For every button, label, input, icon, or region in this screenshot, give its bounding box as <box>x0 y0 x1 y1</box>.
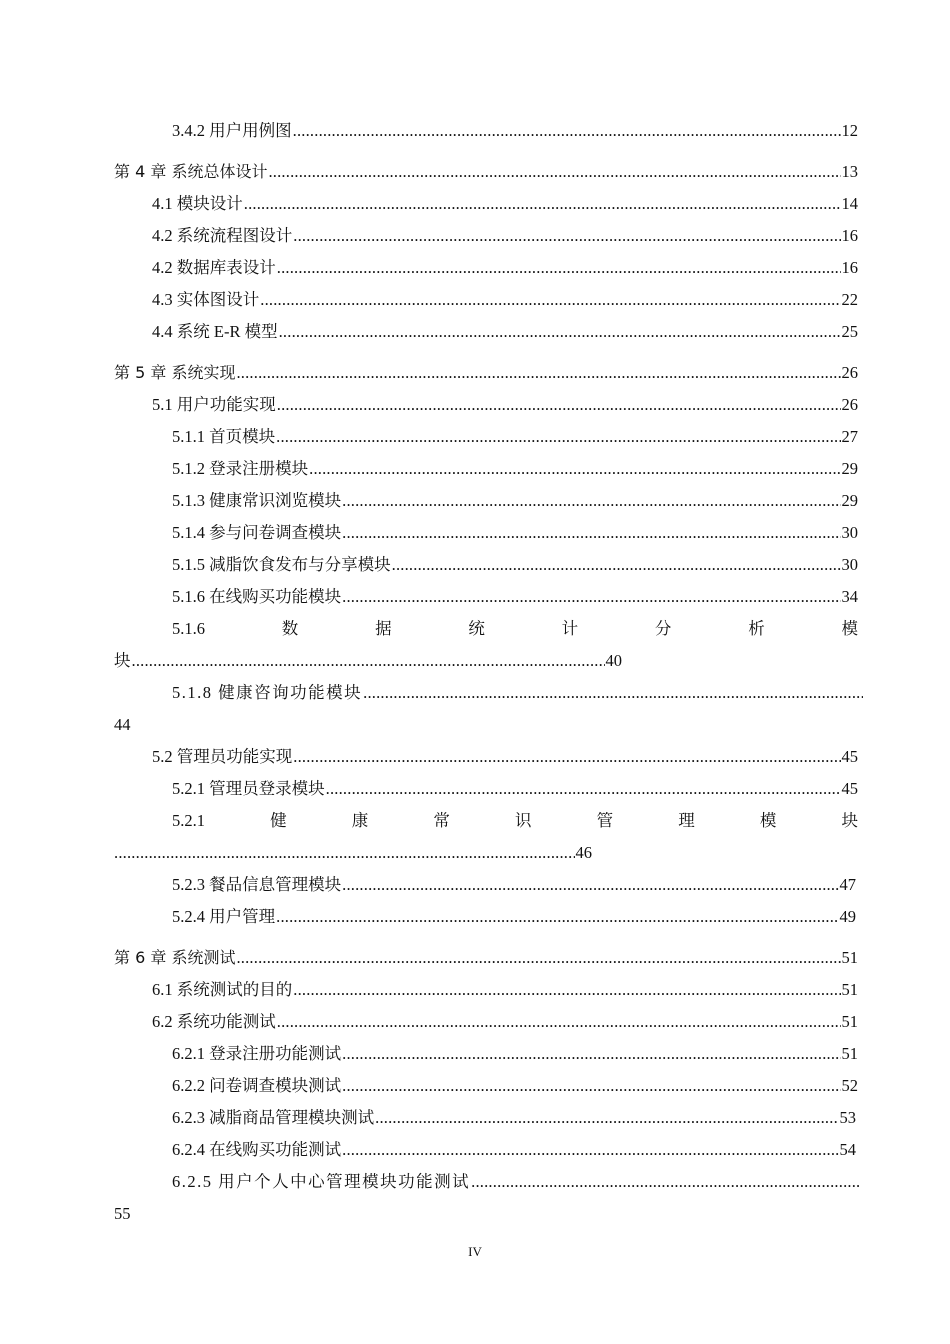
toc-leader <box>260 288 840 312</box>
toc-page-number: 46 <box>575 843 592 862</box>
toc-entry[interactable] <box>172 1042 858 1066</box>
toc-page-number: 16 <box>841 258 858 277</box>
toc-page-number: 22 <box>841 290 858 309</box>
toc-page-number: 30 <box>841 555 858 574</box>
toc-entry[interactable] <box>152 393 858 417</box>
toc-entry[interactable] <box>172 489 858 513</box>
toc-word: 5.2.1 <box>172 811 205 830</box>
toc-entry[interactable] <box>172 777 858 801</box>
toc-page-number: 51 <box>841 1044 858 1063</box>
toc-page-number: 44 <box>114 715 131 734</box>
toc-word: 析 <box>748 619 765 638</box>
toc-page-number: 45 <box>841 779 858 798</box>
toc-entry-label: 5.1 用户功能实现 <box>152 395 276 414</box>
toc-leader <box>471 1170 859 1194</box>
toc-leader <box>279 320 841 344</box>
toc-word: 数 <box>281 619 299 638</box>
toc-page-number: 40 <box>605 651 622 670</box>
toc-entry-label: 5.2.3 餐品信息管理模块 <box>172 875 342 894</box>
toc-entry-label: 5.1.3 健康常识浏览模块 <box>172 491 342 510</box>
toc-word: 模 <box>759 811 777 830</box>
toc-leader <box>363 681 863 705</box>
toc-entry[interactable] <box>172 681 864 705</box>
toc-entry-label: 5.1.8 健康咨询功能模块 <box>172 683 363 702</box>
toc-page-number: 54 <box>839 1140 856 1159</box>
toc-entry[interactable] <box>152 978 858 1002</box>
toc-entry[interactable] <box>172 1138 856 1162</box>
toc-leader <box>342 489 840 513</box>
toc-word: 理 <box>678 811 695 830</box>
toc-leader <box>342 585 840 609</box>
toc-page-number: 53 <box>839 1108 856 1127</box>
toc-chapter-entry[interactable] <box>114 160 858 184</box>
toc-page-number: 14 <box>841 194 858 213</box>
toc-entry-continuation[interactable] <box>114 649 622 673</box>
toc-entry[interactable] <box>172 119 858 143</box>
toc-leader <box>326 777 841 801</box>
toc-word: 模 <box>841 619 858 638</box>
toc-entry-label: 5.1.5 减脂饮食发布与分享模块 <box>172 555 391 574</box>
toc-page-number: 12 <box>841 121 858 140</box>
toc-page-number: 16 <box>841 226 858 245</box>
toc-leader <box>277 1010 841 1034</box>
toc-entry-label: 5.1.6 在线购买功能模块 <box>172 587 342 606</box>
toc-leader <box>236 946 840 970</box>
toc-word: 常 <box>433 811 450 830</box>
toc-entry[interactable] <box>152 320 858 344</box>
page-footer-number: IV <box>468 1244 482 1259</box>
toc-entry-justified[interactable] <box>172 809 858 833</box>
toc-entry[interactable] <box>172 1106 856 1130</box>
toc-entry[interactable] <box>172 1074 858 1098</box>
toc-entry[interactable] <box>172 1170 860 1194</box>
toc-leader <box>276 425 840 449</box>
toc-word: 康 <box>351 811 369 830</box>
toc-leader <box>114 841 575 865</box>
toc-page-number: 51 <box>841 948 858 967</box>
toc-entry-label: 4.3 实体图设计 <box>152 290 260 309</box>
toc-entry-label: 6.2.1 登录注册功能测试 <box>172 1044 342 1063</box>
toc-word: 计 <box>561 619 579 638</box>
toc-entry-label: 4.2 系统流程图设计 <box>152 226 293 245</box>
toc-entry-label: 4.4 系统 E-R 模型 <box>152 322 278 341</box>
toc-page-number: 51 <box>841 980 858 999</box>
toc-entry[interactable] <box>152 192 858 216</box>
toc-entry[interactable] <box>172 425 858 449</box>
toc-leader <box>132 649 605 673</box>
toc-entry-label: 6.2.5 用户个人中心管理模块功能测试 <box>172 1172 471 1191</box>
toc-entry-label: 6.2.2 问卷调查模块测试 <box>172 1076 342 1095</box>
toc-entry[interactable] <box>172 457 858 481</box>
toc-page-number: 52 <box>841 1076 858 1095</box>
toc-entry-label: 5.2.1 管理员登录模块 <box>172 779 325 798</box>
toc-entry[interactable] <box>172 873 856 897</box>
toc-leader <box>309 457 840 481</box>
toc-leader <box>342 1074 840 1098</box>
toc-leader <box>277 393 841 417</box>
toc-word: 健 <box>270 811 287 830</box>
toc-entry-label: 5.1.4 参与问卷调查模块 <box>172 523 342 542</box>
toc-entry-label: 6.1 系统测试的目的 <box>152 980 293 999</box>
toc-entry-label: 第 4 章 系统总体设计 <box>114 162 268 181</box>
toc-entry[interactable] <box>152 256 858 280</box>
toc-leader <box>236 361 840 385</box>
toc-entry-label: 第 5 章 系统实现 <box>114 363 236 382</box>
toc-leader <box>342 1042 840 1066</box>
toc-word: 识 <box>515 811 532 830</box>
toc-page-number: 25 <box>841 322 858 341</box>
toc-leader <box>293 224 840 248</box>
toc-word: 统 <box>468 619 485 638</box>
toc-page-number: 26 <box>841 363 858 382</box>
toc-entry-label: 4.1 模块设计 <box>152 194 243 213</box>
toc-page-number: 27 <box>841 427 858 446</box>
toc-entry-label: 5.1.2 登录注册模块 <box>172 459 309 478</box>
toc-page-number: 26 <box>841 395 858 414</box>
toc-entry[interactable] <box>152 1010 858 1034</box>
toc-leader <box>244 192 841 216</box>
toc-entry-label: 3.4.2 用户用例图 <box>172 121 292 140</box>
toc-chapter-entry[interactable] <box>114 946 858 970</box>
toc-entry-label: 6.2 系统功能测试 <box>152 1012 276 1031</box>
toc-leader <box>342 873 838 897</box>
toc-entry-continuation[interactable] <box>114 841 592 865</box>
toc-leader <box>392 553 841 577</box>
toc-page-number: 30 <box>841 523 858 542</box>
toc-entry[interactable] <box>172 521 858 545</box>
toc-entry[interactable] <box>172 905 856 929</box>
toc-page-number: 51 <box>841 1012 858 1031</box>
toc-entry[interactable] <box>152 288 858 312</box>
toc-entry-label: 5.2.4 用户管理 <box>172 907 276 926</box>
toc-entry[interactable] <box>152 745 858 769</box>
toc-leader <box>293 745 840 769</box>
toc-entry-label: 第 6 章 系统测试 <box>114 948 236 967</box>
toc-page-number: 13 <box>841 162 858 181</box>
toc-leader <box>342 521 840 545</box>
toc-entry-label: 5.2 管理员功能实现 <box>152 747 293 766</box>
toc-entry-label: 4.2 数据库表设计 <box>152 258 276 277</box>
toc-leader <box>293 978 840 1002</box>
toc-word: 分 <box>654 619 672 638</box>
toc-entry-label: 5.1.1 首页模块 <box>172 427 276 446</box>
toc-leader <box>276 905 838 929</box>
toc-entry-label: 6.2.4 在线购买功能测试 <box>172 1140 342 1159</box>
toc-leader <box>268 160 840 184</box>
toc-leader <box>277 256 841 280</box>
toc-entry[interactable] <box>152 224 858 248</box>
toc-page-number: 49 <box>839 907 856 926</box>
toc-leader <box>375 1106 838 1130</box>
toc-entry-label: 块 <box>114 651 131 670</box>
toc-chapter-entry[interactable] <box>114 361 858 385</box>
toc-page-number: 29 <box>841 459 858 478</box>
toc-leader <box>342 1138 838 1162</box>
toc-leader <box>293 119 841 143</box>
toc-word: 管 <box>596 811 614 830</box>
toc-word: 据 <box>375 619 392 638</box>
toc-entry[interactable] <box>172 585 858 609</box>
toc-entry-justified[interactable] <box>172 617 858 641</box>
toc-entry-label: 6.2.3 减脂商品管理模块测试 <box>172 1108 375 1127</box>
toc-entry[interactable] <box>172 553 858 577</box>
toc-page-number: 45 <box>841 747 858 766</box>
toc-page-number: 47 <box>839 875 856 894</box>
toc-page-number: 55 <box>114 1204 131 1223</box>
toc-word: 5.1.6 <box>172 619 205 638</box>
toc-page-number: 34 <box>841 587 858 606</box>
toc-word: 块 <box>841 811 858 830</box>
toc-page-number: 29 <box>841 491 858 510</box>
